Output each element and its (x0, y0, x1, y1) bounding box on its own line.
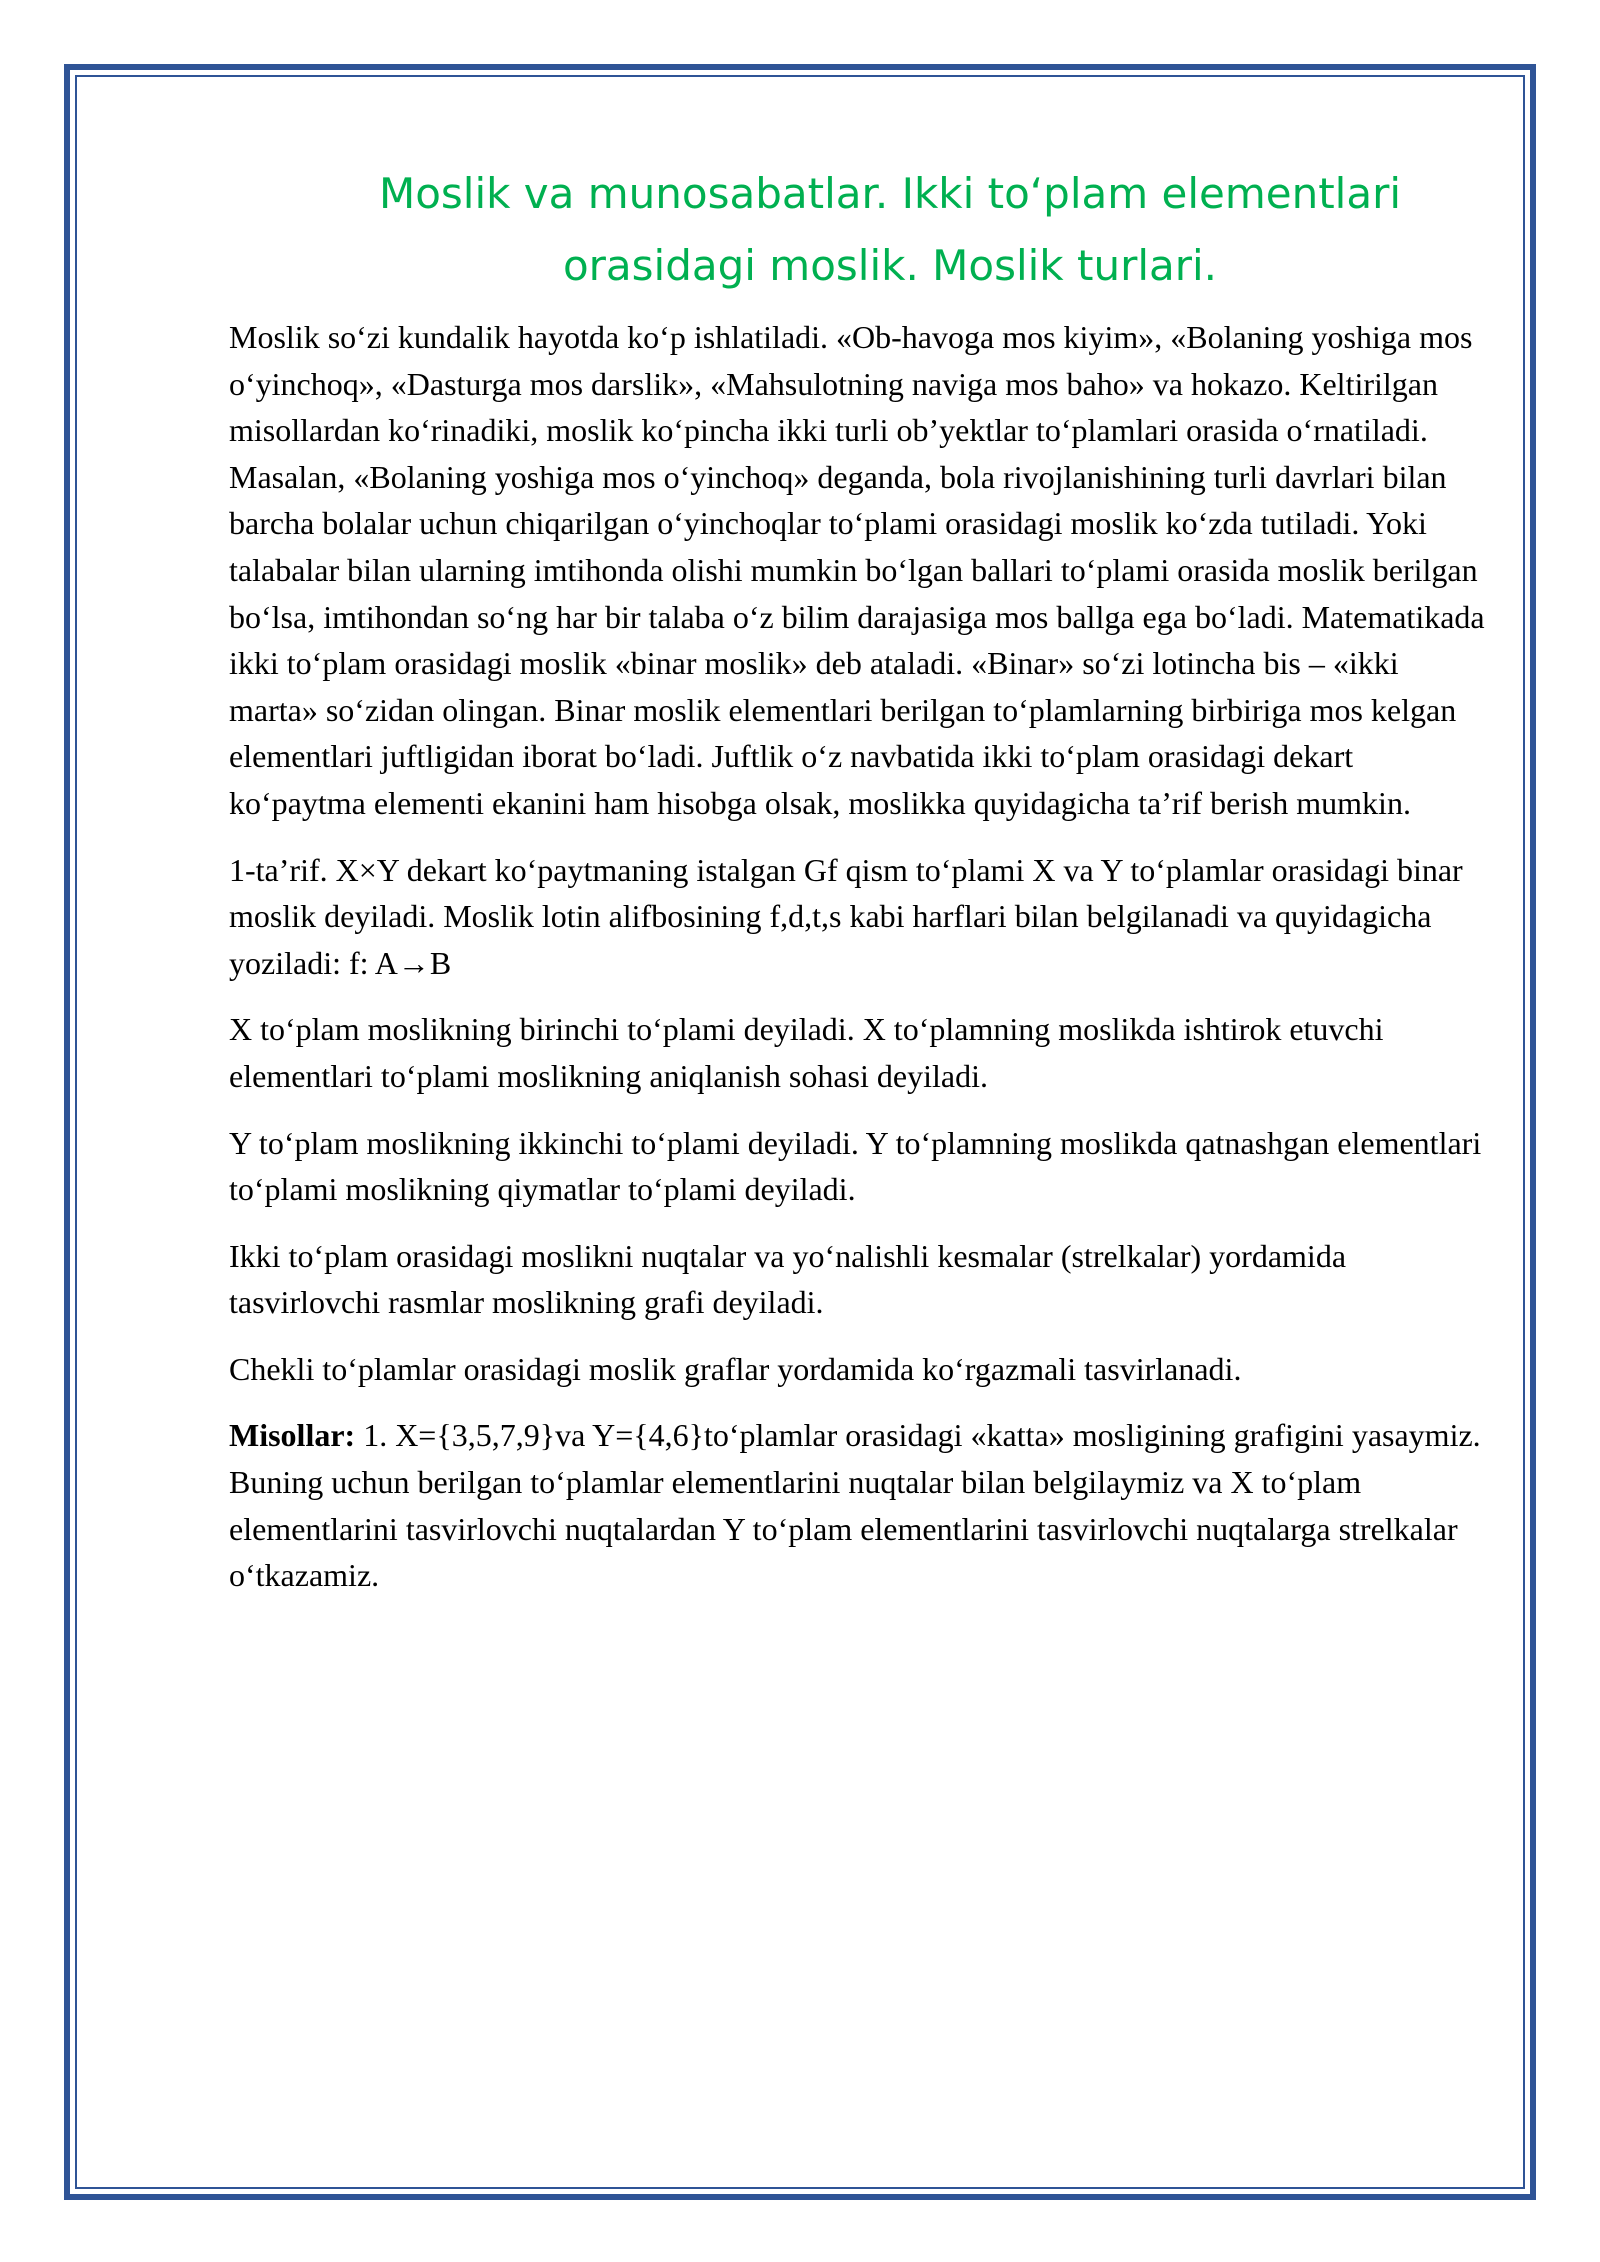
title-line-2: orasidagi moslik. Moslik turlari. (562, 241, 1218, 290)
examples-label: Misollar: (229, 1417, 356, 1454)
paragraph-definition: 1-ta’rif. X×Y dekart ko‘paytmaning istalgan Gf qism to‘plami X va Y to‘plamlar orasidagi binar moslik deyiladi. Moslik lotin alifbosining f,d,t,s kabi harflari bilan belgilanadi va quyidagicha yoziladi: f: A→B (229, 851, 1463, 981)
paragraph-first-set: X to‘plam moslikning birinchi to‘plami deyiladi. X to‘plamning moslikda ishtirok etuvchi elementlari to‘plami moslikning aniqlanish sohasi deyiladi. (229, 1011, 1384, 1094)
paragraph-examples (229, 1412, 1491, 1598)
paragraph-finite-sets: Chekli to‘plamlar orasidagi moslik graflar yordamida ko‘rgazmali tasvirlanadi. (229, 1350, 1242, 1387)
paragraph-second-set: Y to‘plam moslikning ikkinchi to‘plami deyiladi. Y to‘plamning moslikda qatnashgan elementlari to‘plami moslikning qiymatlar to‘plami deyiladi. (229, 1124, 1482, 1208)
document-body (229, 158, 1491, 1619)
document-title (229, 158, 1491, 302)
paragraph-graph: Ikki to‘plam orasidagi moslikni nuqtalar va yo‘nalishli kesmalar (strelkalar) yordamida tasvirlovchi rasmlar moslikning grafi deyiladi. (229, 1237, 1347, 1321)
title-line-1: Moslik va munosabatlar. Ikki to‘plam elementlari (378, 169, 1402, 218)
paragraph-intro: Moslik so‘zi kundalik hayotda ko‘p ishlatiladi. «Ob-havoga mos kiyim», «Bolaning yoshiga mos o‘yinchoq», «Dasturga mos darslik», «Mahsulotning naviga mos baho» va hokazo. Keltirilgan misollardan ko‘rinadiki, moslik ko‘pincha ikki turli ob’yektlar to‘plamlari orasida o‘rnatiladi. Masalan, «Bolaning yoshiga mos o‘yinchoq» deganda, bola rivojlanishining turli davrlari bilan barcha bolalar uchun chiqarilgan o‘yinchoqlar to‘plami orasidagi moslik ko‘zda tutiladi. Yoki talabalar bilan ularning imtihonda olishi mumkin bo‘lgan ballari to‘plami orasida moslik berilgan bo‘lsa, imtihondan so‘ng har bir talaba o‘z bilim darajasiga mos ballga ega bo‘ladi. Matematikada ikki to‘plam orasidagi moslik «binar moslik» deb ataladi. «Binar» so‘zi lotincha bis – «ikki marta» so‘zidan olingan. Binar moslik elementlari berilgan to‘plamlarning birbiriga mos kelgan elementlari juftligidan iborat bo‘ladi. Juftlik o‘z navbatida ikki to‘plam orasidagi dekart ko‘paytma elementi ekanini ham hisobga olsak, moslikka quyidagicha ta’rif berish mumkin. (229, 319, 1485, 821)
examples-text: 1. X={3,5,7,9}va Y={4,6}to‘plamlar orasidagi «katta» mosligining grafigini yasaymiz. Buning uchun berilgan to‘plamlar elementlarini nuqtalar bilan belgilaymiz va X to‘plam elementlarini tasvirlovchi nuqtalardan Y to‘plam elementlarini tasvirlovchi nuqtalarga strelkalar o‘tkazamiz. (229, 1417, 1481, 1594)
